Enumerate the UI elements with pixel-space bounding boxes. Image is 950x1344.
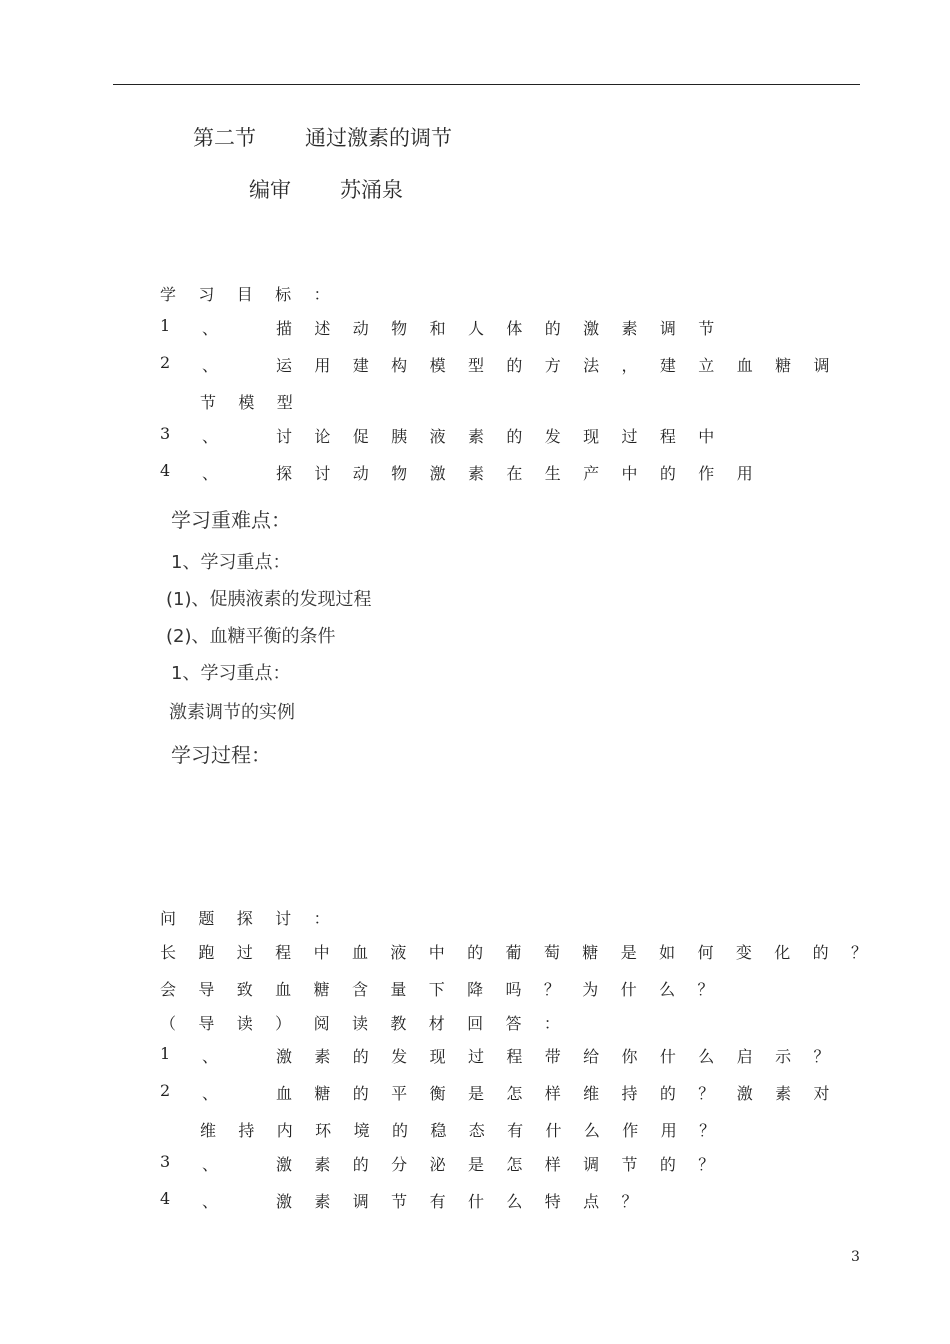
text-char: 运 bbox=[276, 356, 293, 375]
text-char: 你 bbox=[621, 1047, 638, 1066]
text-char: 构 bbox=[391, 356, 408, 375]
text-char: 什 bbox=[620, 980, 637, 999]
text-char: 么 bbox=[659, 980, 676, 999]
text-char: 有 bbox=[429, 1192, 446, 1211]
text-char: 特 bbox=[544, 1192, 561, 1211]
text-char: 人 bbox=[467, 319, 484, 338]
guide-number: 3 bbox=[160, 1152, 171, 1171]
text-char: 样 bbox=[544, 1155, 561, 1174]
text-char: 样 bbox=[544, 1084, 561, 1103]
text-char: 读 bbox=[236, 1014, 253, 1033]
text-char: 激 bbox=[276, 1192, 293, 1211]
text-char: 液 bbox=[429, 427, 446, 446]
objective-separator: 、 bbox=[202, 319, 219, 338]
text-char: 问 bbox=[160, 909, 177, 928]
text-char: 题 bbox=[198, 909, 215, 928]
text-char: 持 bbox=[238, 1121, 255, 1140]
text-char: 节 bbox=[200, 393, 217, 412]
text-char: 胰 bbox=[391, 427, 408, 446]
text-char: （ bbox=[160, 1014, 177, 1033]
text-char: 法 bbox=[583, 356, 600, 375]
guide-separator: 、 bbox=[202, 1155, 219, 1174]
text-char: 素 bbox=[314, 1192, 331, 1211]
text-char: 化 bbox=[774, 943, 791, 962]
guide-text bbox=[276, 1152, 737, 1175]
text-char: 作 bbox=[698, 464, 715, 483]
text-char: 么 bbox=[506, 1192, 523, 1211]
text-char: ？ bbox=[699, 1121, 716, 1140]
text-char: 模 bbox=[238, 393, 255, 412]
text-char: 导 bbox=[198, 980, 215, 999]
text-char: 血 bbox=[736, 356, 753, 375]
text-char: ？ bbox=[851, 943, 868, 962]
text-char: 目 bbox=[236, 285, 253, 304]
text-char: 给 bbox=[583, 1047, 600, 1066]
text-char: 降 bbox=[467, 980, 484, 999]
text-char: 中 bbox=[313, 943, 330, 962]
text-char: 示 bbox=[775, 1047, 792, 1066]
text-char: 动 bbox=[352, 319, 369, 338]
text-char: 激 bbox=[583, 319, 600, 338]
text-char: 讨 bbox=[275, 909, 292, 928]
text-char: 习 bbox=[198, 285, 215, 304]
text-char: 调 bbox=[352, 1192, 369, 1211]
text-char: 学 bbox=[160, 285, 177, 304]
text-char: 导 bbox=[198, 1014, 215, 1033]
text-char: 如 bbox=[659, 943, 676, 962]
text-char: 程 bbox=[506, 1047, 523, 1066]
text-char: 中 bbox=[621, 464, 638, 483]
text-char: 的 bbox=[467, 943, 484, 962]
key-point-item-1: (1)、促胰液素的发现过程 bbox=[166, 589, 372, 610]
text-char: 答 bbox=[505, 1014, 522, 1033]
text-char: 中 bbox=[698, 427, 715, 446]
guide-number: 2 bbox=[160, 1081, 171, 1100]
text-char: 调 bbox=[813, 356, 830, 375]
guide-separator: 、 bbox=[202, 1084, 219, 1103]
text-char: ？ bbox=[697, 980, 714, 999]
guide-number: 4 bbox=[160, 1189, 171, 1208]
text-char: 致 bbox=[236, 980, 253, 999]
text-char: 有 bbox=[507, 1121, 524, 1140]
text-char: 调 bbox=[659, 319, 676, 338]
text-char: 么 bbox=[583, 1121, 600, 1140]
text-char: 发 bbox=[391, 1047, 408, 1066]
text-char: 跑 bbox=[198, 943, 215, 962]
text-char: 泌 bbox=[429, 1155, 446, 1174]
guide-number: 1 bbox=[160, 1044, 171, 1063]
text-char: 的 bbox=[352, 1155, 369, 1174]
objective-separator: 、 bbox=[202, 427, 219, 446]
text-char: 回 bbox=[467, 1014, 484, 1033]
text-char: 分 bbox=[391, 1155, 408, 1174]
text-char: 长 bbox=[160, 943, 177, 962]
objective-text bbox=[276, 316, 737, 339]
objective-number: 3 bbox=[160, 424, 171, 443]
text-char: 调 bbox=[583, 1155, 600, 1174]
guide-separator: 、 bbox=[202, 1047, 219, 1066]
text-char: 和 bbox=[429, 319, 446, 338]
text-char: 的 bbox=[352, 1047, 369, 1066]
guide-separator: 、 bbox=[202, 1192, 219, 1211]
text-char: 血 bbox=[351, 943, 368, 962]
text-char: 稳 bbox=[430, 1121, 447, 1140]
guide-heading-text bbox=[160, 1011, 582, 1034]
text-char: 液 bbox=[390, 943, 407, 962]
text-char: 述 bbox=[314, 319, 331, 338]
text-char: 什 bbox=[545, 1121, 562, 1140]
difficult-point-item: 激素调节的实例 bbox=[169, 702, 295, 723]
text-char: 态 bbox=[468, 1121, 485, 1140]
text-char: 血 bbox=[276, 1084, 293, 1103]
text-char: 生 bbox=[544, 464, 561, 483]
text-char: 何 bbox=[697, 943, 714, 962]
text-char: 维 bbox=[200, 1121, 217, 1140]
text-char: 节 bbox=[391, 1192, 408, 1211]
text-char: ？ bbox=[621, 1192, 638, 1211]
text-char: 激 bbox=[429, 464, 446, 483]
text-char: 建 bbox=[659, 356, 676, 375]
text-char: 作 bbox=[622, 1121, 639, 1140]
text-char: 教 bbox=[390, 1014, 407, 1033]
text-char: 的 bbox=[812, 943, 829, 962]
guide-text-continued bbox=[200, 1118, 737, 1141]
text-char: 带 bbox=[544, 1047, 561, 1066]
text-char: 现 bbox=[429, 1047, 446, 1066]
text-char: 么 bbox=[698, 1047, 715, 1066]
text-char: 激 bbox=[276, 1047, 293, 1066]
text-char: 探 bbox=[276, 464, 293, 483]
text-char: 读 bbox=[351, 1014, 368, 1033]
text-char: 标 bbox=[275, 285, 292, 304]
text-char: 素 bbox=[467, 464, 484, 483]
text-char: 什 bbox=[659, 1047, 676, 1066]
text-char: 节 bbox=[621, 1155, 638, 1174]
text-char: ？ bbox=[698, 1155, 715, 1174]
text-char: 论 bbox=[314, 427, 331, 446]
text-char: ： bbox=[313, 909, 330, 928]
text-char: 阅 bbox=[313, 1014, 330, 1033]
guide-text bbox=[276, 1081, 852, 1104]
text-char: 中 bbox=[428, 943, 445, 962]
text-char: 物 bbox=[391, 319, 408, 338]
objective-number: 1 bbox=[160, 316, 171, 335]
text-char: 维 bbox=[583, 1084, 600, 1103]
text-char: ？ bbox=[543, 980, 560, 999]
text-char: 环 bbox=[315, 1121, 332, 1140]
section-title: 通过激素的调节 bbox=[305, 126, 452, 150]
text-char: 动 bbox=[352, 464, 369, 483]
text-char: 糖 bbox=[582, 943, 599, 962]
editor-label: 编审 bbox=[249, 178, 291, 202]
objective-separator: 、 bbox=[202, 356, 219, 375]
text-char: 的 bbox=[659, 1084, 676, 1103]
page-number: 3 bbox=[851, 1249, 860, 1265]
text-char: 内 bbox=[276, 1121, 293, 1140]
text-char: 素 bbox=[314, 1155, 331, 1174]
text-char: 持 bbox=[621, 1084, 638, 1103]
text-char: 量 bbox=[390, 980, 407, 999]
text-char: 糖 bbox=[313, 980, 330, 999]
text-char: 的 bbox=[544, 319, 561, 338]
text-char: ？ bbox=[813, 1047, 830, 1066]
text-char: 讨 bbox=[276, 427, 293, 446]
text-char: 在 bbox=[506, 464, 523, 483]
objective-text-continued bbox=[200, 390, 315, 413]
text-char: 是 bbox=[467, 1084, 484, 1103]
key-point-item-2: (2)、血糖平衡的条件 bbox=[166, 626, 336, 647]
text-char: 为 bbox=[582, 980, 599, 999]
text-char: 用 bbox=[314, 356, 331, 375]
objective-separator: 、 bbox=[202, 464, 219, 483]
text-char: 素 bbox=[314, 1047, 331, 1066]
key-points-heading: 学习重难点： bbox=[171, 508, 291, 532]
text-char: 程 bbox=[659, 427, 676, 446]
text-char: ， bbox=[621, 356, 638, 375]
text-char: 立 bbox=[698, 356, 715, 375]
objectives-heading-text bbox=[160, 282, 352, 305]
objective-number: 2 bbox=[160, 353, 171, 372]
text-char: 讨 bbox=[314, 464, 331, 483]
objective-text bbox=[276, 353, 852, 376]
text-char: 激 bbox=[276, 1155, 293, 1174]
text-char: 怎 bbox=[506, 1155, 523, 1174]
text-char: 怎 bbox=[506, 1084, 523, 1103]
text-char: 平 bbox=[391, 1084, 408, 1103]
text-char: ？ bbox=[698, 1084, 715, 1103]
text-char: 的 bbox=[659, 1155, 676, 1174]
text-char: 会 bbox=[160, 980, 177, 999]
discussion-question-text bbox=[160, 977, 736, 1000]
text-char: 萄 bbox=[543, 943, 560, 962]
editor-name: 苏涌泉 bbox=[340, 178, 403, 202]
difficult-points-label: 1、学习重点： bbox=[171, 663, 291, 684]
text-char: 产 bbox=[583, 464, 600, 483]
text-char: 描 bbox=[276, 319, 293, 338]
text-char: 吗 bbox=[505, 980, 522, 999]
discussion-heading-text bbox=[160, 906, 352, 929]
text-char: 的 bbox=[506, 356, 523, 375]
text-char: 素 bbox=[775, 1084, 792, 1103]
guide-text bbox=[276, 1189, 660, 1212]
section-number: 第二节 bbox=[193, 126, 256, 150]
text-char: 是 bbox=[620, 943, 637, 962]
text-char: 启 bbox=[736, 1047, 753, 1066]
text-char: ： bbox=[543, 1014, 560, 1033]
text-char: 血 bbox=[275, 980, 292, 999]
text-char: 建 bbox=[352, 356, 369, 375]
text-char: 型 bbox=[276, 393, 293, 412]
text-char: 下 bbox=[428, 980, 445, 999]
objective-text bbox=[276, 424, 737, 447]
text-char: 点 bbox=[583, 1192, 600, 1211]
text-char: 节 bbox=[698, 319, 715, 338]
header-rule bbox=[113, 84, 860, 85]
text-char: 是 bbox=[467, 1155, 484, 1174]
text-char: 方 bbox=[544, 356, 561, 375]
text-char: 用 bbox=[660, 1121, 677, 1140]
text-char: 的 bbox=[391, 1121, 408, 1140]
objective-text bbox=[276, 461, 775, 484]
text-char: 激 bbox=[736, 1084, 753, 1103]
text-char: 含 bbox=[351, 980, 368, 999]
text-char: 衡 bbox=[429, 1084, 446, 1103]
text-char: 什 bbox=[467, 1192, 484, 1211]
text-char: 探 bbox=[236, 909, 253, 928]
guide-text bbox=[276, 1044, 852, 1067]
text-char: 材 bbox=[428, 1014, 445, 1033]
text-char: 的 bbox=[506, 427, 523, 446]
text-char: 糖 bbox=[314, 1084, 331, 1103]
text-char: 型 bbox=[467, 356, 484, 375]
key-points-label: 1、学习重点： bbox=[171, 552, 291, 573]
text-char: 程 bbox=[275, 943, 292, 962]
text-char: 糖 bbox=[775, 356, 792, 375]
text-char: 的 bbox=[659, 464, 676, 483]
text-char: 发 bbox=[544, 427, 561, 446]
discussion-question-text bbox=[160, 940, 889, 963]
process-heading: 学习过程： bbox=[171, 743, 271, 767]
text-char: 变 bbox=[735, 943, 752, 962]
text-char: 的 bbox=[352, 1084, 369, 1103]
text-char: 过 bbox=[467, 1047, 484, 1066]
text-char: 境 bbox=[353, 1121, 370, 1140]
objective-number: 4 bbox=[160, 461, 171, 480]
text-char: 过 bbox=[621, 427, 638, 446]
text-char: 促 bbox=[352, 427, 369, 446]
text-char: 素 bbox=[621, 319, 638, 338]
text-char: 现 bbox=[583, 427, 600, 446]
text-char: 素 bbox=[467, 427, 484, 446]
text-char: ） bbox=[275, 1014, 292, 1033]
text-char: ： bbox=[313, 285, 330, 304]
text-char: 葡 bbox=[505, 943, 522, 962]
text-char: 用 bbox=[736, 464, 753, 483]
text-char: 模 bbox=[429, 356, 446, 375]
text-char: 体 bbox=[506, 319, 523, 338]
text-char: 物 bbox=[391, 464, 408, 483]
text-char: 对 bbox=[813, 1084, 830, 1103]
text-char: 过 bbox=[236, 943, 253, 962]
